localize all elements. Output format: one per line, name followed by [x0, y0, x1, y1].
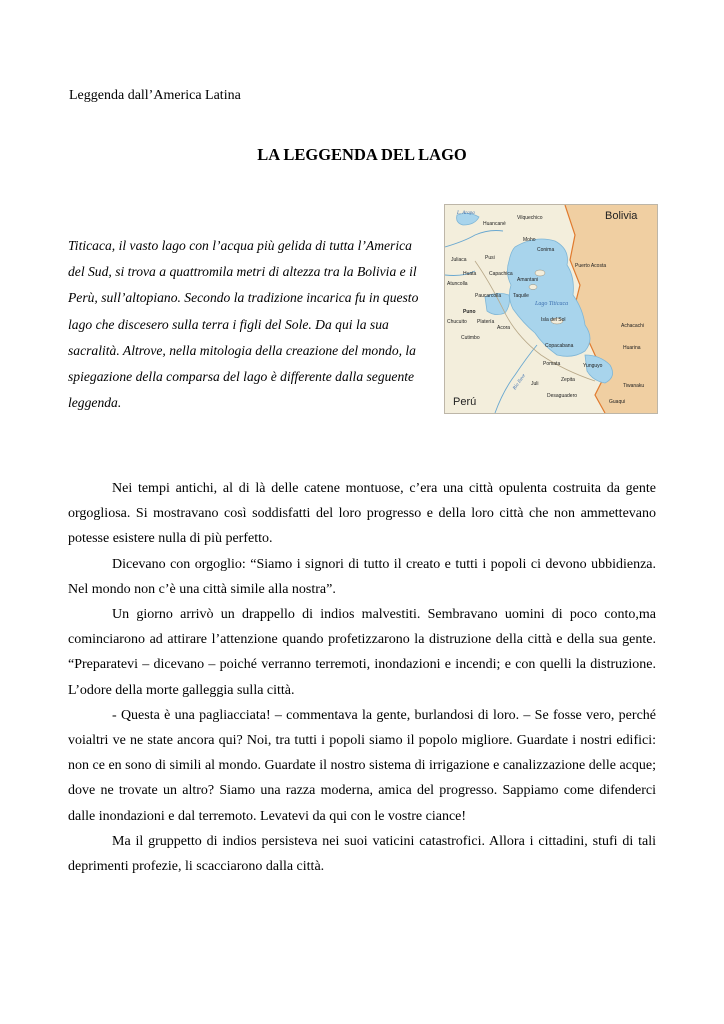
map-place-label: Yunguyo [583, 363, 603, 369]
map-place-label: Taquile [513, 293, 529, 299]
map-place-label: Conima [537, 247, 555, 253]
page-title: LA LEGGENDA DEL LAGO [257, 145, 467, 164]
intro-paragraph: Titicaca, il vasto lago con l’acqua più gelida di tutta l’America del Sud, si trova a quattromila metri di altezza tra la Bolivia e il Perù, sull’altopiano. Secondo la tradizione incarica fu in questo lago che discesero sulla terra i figli del Sole. Da qui la sua sacralità. Altrove, nella mitologia della creazione del mondo, la spiegazione della comparsa del lago è differente dalla seguente leggenda. [68, 238, 419, 411]
map-place-label: Huarina [623, 345, 641, 351]
story-paragraph: Dicevano con orgoglio: “Siamo i signori di tutto il creato e tutti i popoli ci devono ubbidienza. Nel mondo non c’è una città simile alla nostra”. [68, 556, 656, 597]
map-place-label: Juliaca [451, 257, 467, 263]
map-place-label: Desaguadero [547, 393, 578, 399]
map-place-label: Puno [463, 309, 476, 315]
map-place-label: Paucarcolla [475, 293, 502, 299]
map-place-label: Juli [531, 381, 539, 387]
page-subtitle: Leggenda dall’America Latina [69, 88, 241, 103]
map-country-peru: Perú [453, 396, 477, 408]
map-lagoon-label: L. Arapa [457, 211, 475, 216]
story-paragraph: Nei tempi antichi, al di là delle catene montuose, c’era una città opulenta costruita da gente orgogliosa. Si mostravano così soddisfatti del loro progresso e della loro città che non ammettevano potesse esistere nulla di più perfetto. [68, 481, 656, 547]
map-place-label: Puerto Acosta [575, 263, 607, 269]
map-place-label: Atuncolla [447, 281, 468, 287]
story-body [68, 476, 656, 879]
lake-titicaca-map [444, 204, 658, 414]
map-place-label: Tiwanaku [623, 383, 645, 389]
map-country-bolivia: Bolivia [605, 210, 638, 222]
map-place-label: Amantani [517, 277, 539, 283]
map-place-label: Copacabana [545, 343, 574, 349]
story-paragraph: Un giorno arrivò un drappello di indios malvestiti. Sembravano uomini di poco conto,ma cominciarono ad attirare l’attenzione quando profetizzarono la distruzione della città e della sua gente. “Preparatevi – dicevano – poiché verranno terremoti, inondazioni e incendi; e con quelli la distruzione. L’odore della morte galleggia sulla città. [68, 607, 656, 698]
map-river-label: Río Ilave [512, 373, 528, 392]
map-place-label: Moho [523, 237, 536, 243]
map-place-label: Achacachi [621, 323, 645, 329]
map-place-label: Vilquechico [517, 215, 543, 221]
map-place-label: Acora [497, 325, 511, 331]
map-place-label: Zepita [561, 377, 575, 383]
map-place-label: Chucuito [447, 319, 467, 325]
map-lake-label: Lago Titicaca [535, 301, 569, 307]
story-paragraph: - Questa è una pagliacciata! – commentava la gente, burlandosi di loro. – Se fosse vero, perché voialtri ve ne state ancora qui? Noi, tra tutti i popoli siamo il popolo migliore. Guardate i nostri edifici: non ce en sono di simili al mondo. Guardate il nostro sistema di irrigazione e canalizzazione delle acque; dove ne trovate un altro? Siamo una razza moderna, amica del progresso. Sappiamo come difenderci dalle inondazioni e dal terremoto. Levatevi da qui con le vostre ciance! [68, 707, 656, 824]
map-place-label: Isla del Sol [541, 317, 566, 323]
map-place-label: Huata [463, 271, 477, 277]
map-place-label: Cutimbo [461, 335, 480, 341]
map-place-label: Pusi [485, 255, 495, 261]
map-place-label: Pomata [543, 361, 561, 367]
map-place-label: Guaqui [609, 399, 626, 405]
map-place-label: Capachica [489, 271, 513, 277]
map-place-label: Huancané [483, 221, 506, 227]
map-place-label: Platería [477, 319, 495, 325]
story-paragraph: Ma il gruppetto di indios persisteva nei suoi vaticini catastrofici. Allora i cittadini, stufi di tali deprimenti profezie, li scacciarono dalla città. [68, 833, 656, 875]
